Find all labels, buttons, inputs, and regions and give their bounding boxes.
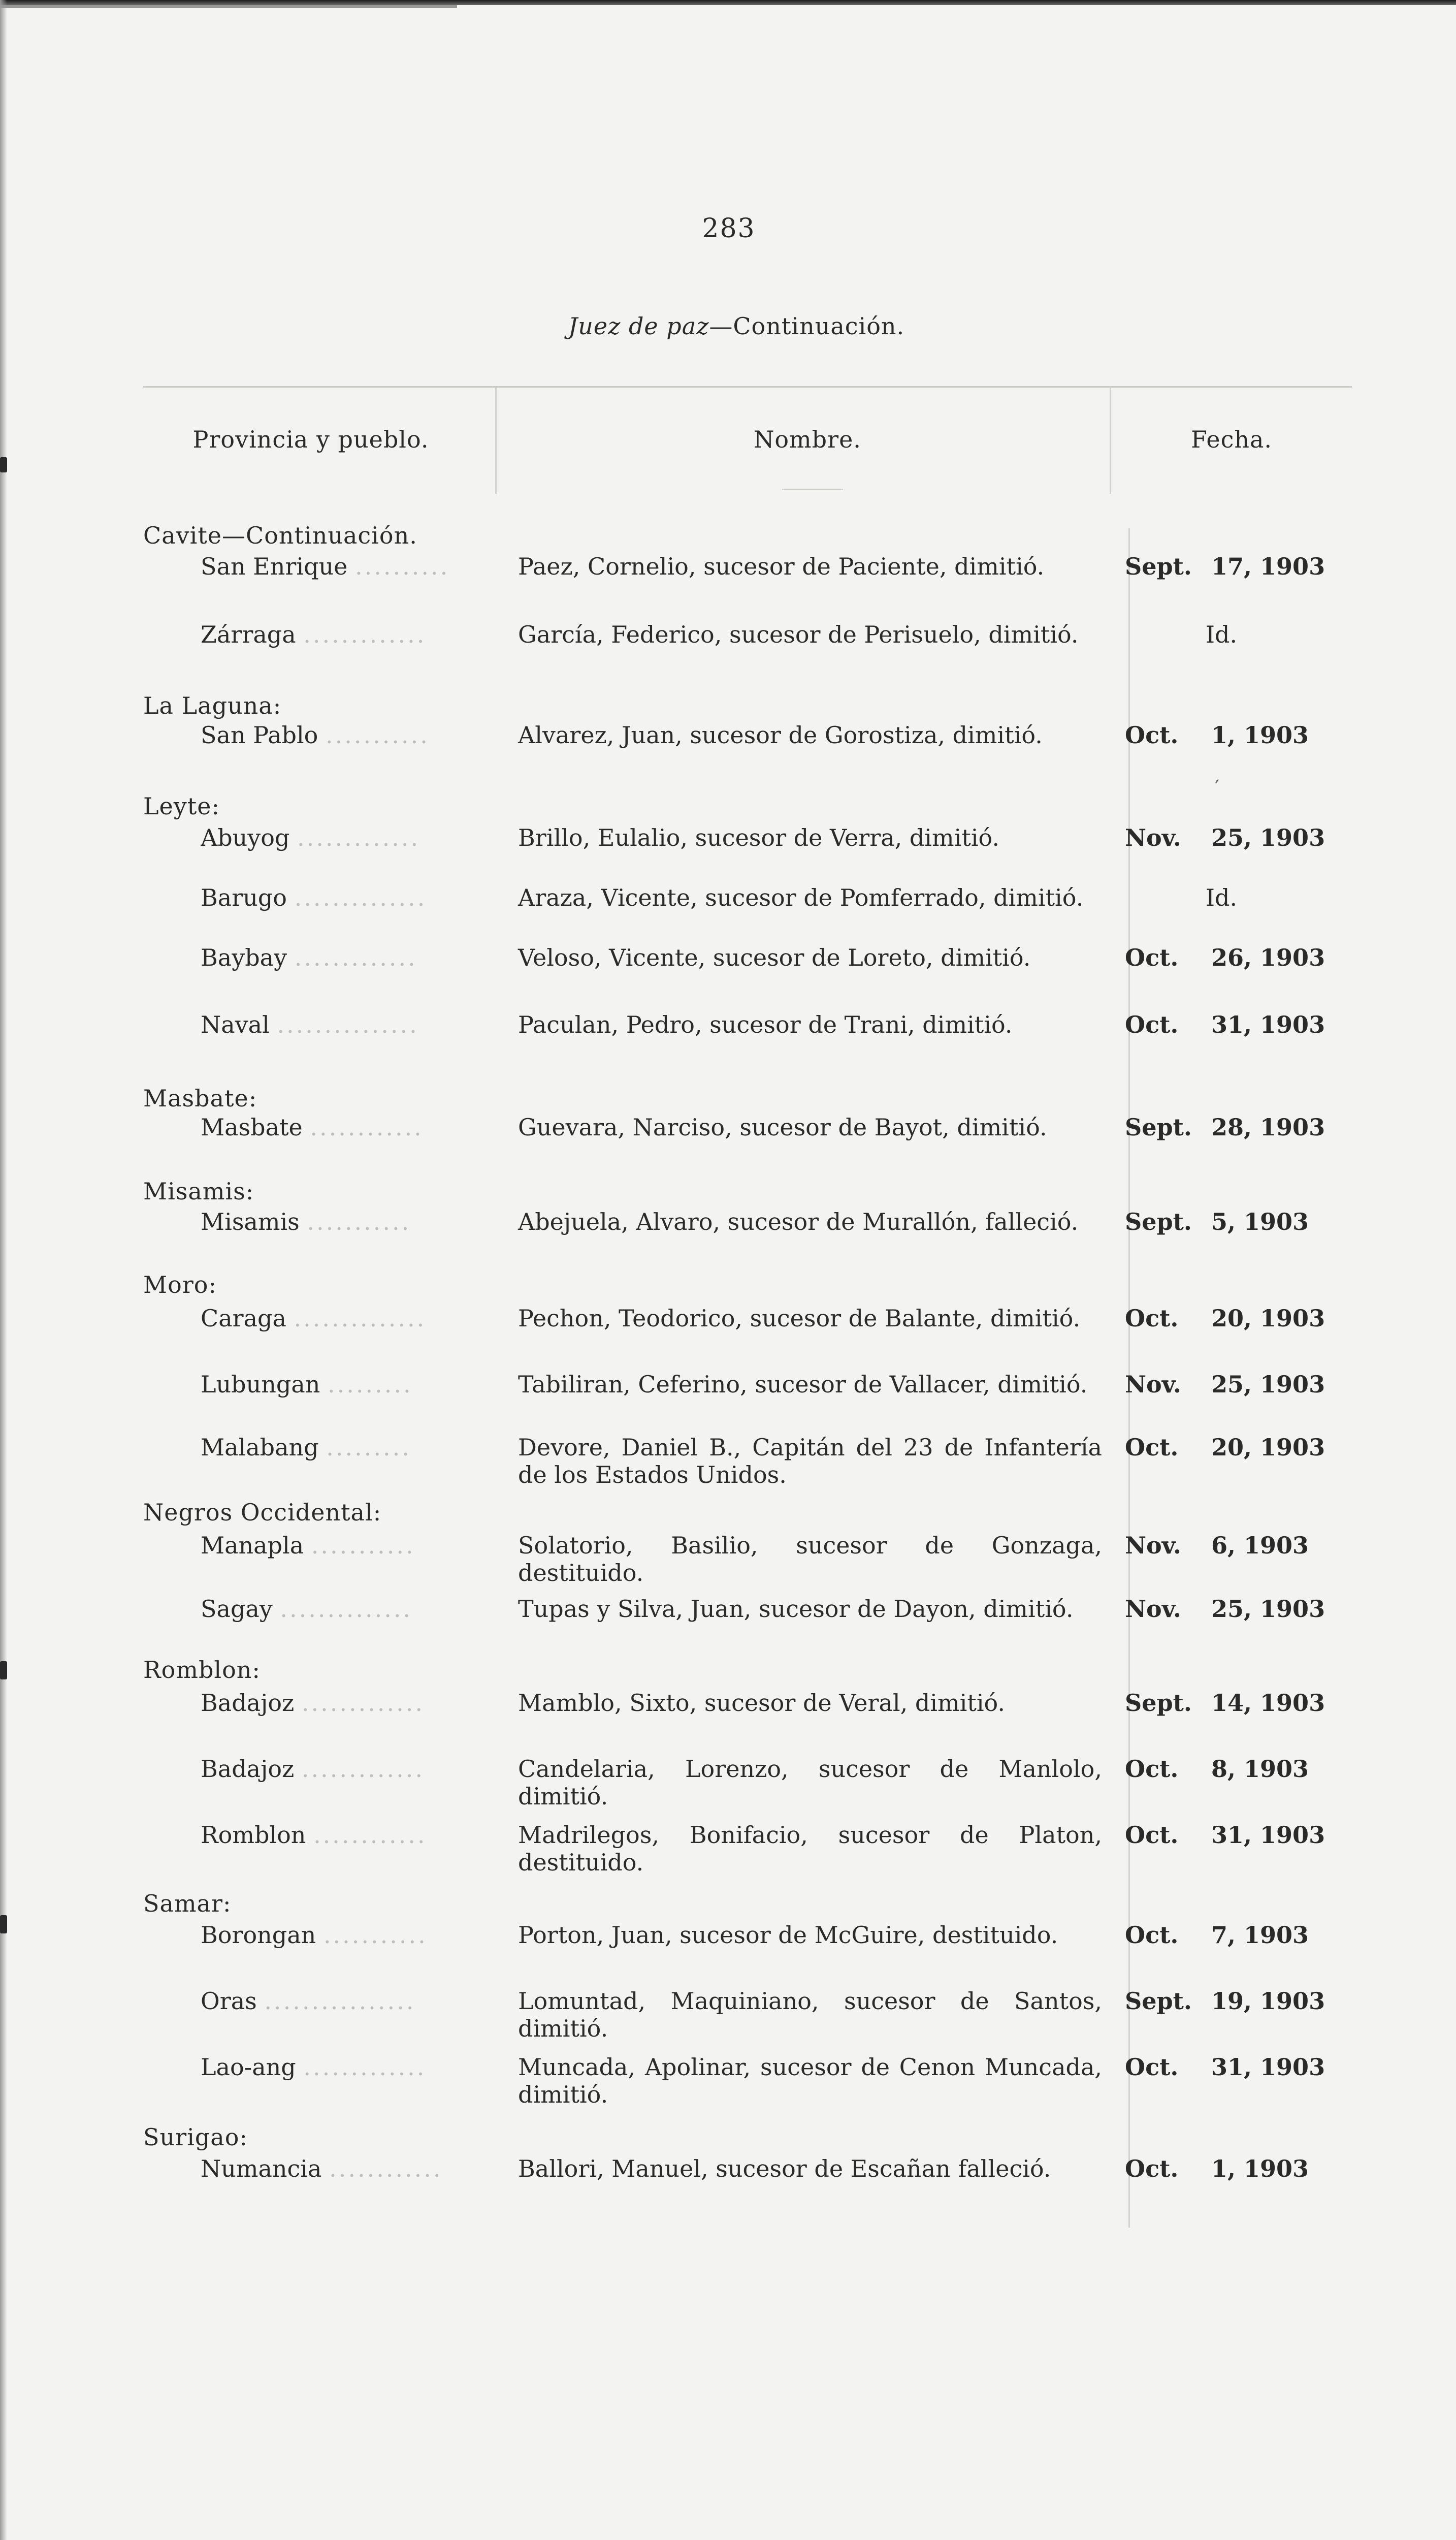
entry-date-ditto: Id.	[1205, 884, 1238, 911]
entry-name: Muncada, Apolinar, sucesor de Cenon Muncada, dimitió.	[518, 2053, 1102, 2108]
scan-edge-top-shadow	[0, 5, 457, 8]
entry-town: Oras ................	[201, 1987, 416, 2015]
entry-town: Lao-ang .............	[201, 2053, 427, 2081]
entry-date: Oct. 20, 1903	[1125, 1305, 1325, 1332]
entry-town: Misamis ...........	[201, 1208, 411, 1235]
province-heading: Cavite—Continuación.	[143, 522, 417, 549]
entry-town: Malabang .........	[201, 1434, 411, 1461]
column-header-name: Nombre.	[754, 426, 861, 453]
entry-date: Oct. 8, 1903	[1125, 1755, 1309, 1783]
entry-name: Lomuntad, Maquiniano, sucesor de Santos, dimitió.	[518, 1987, 1102, 2042]
binding-mark	[0, 1915, 7, 1933]
entry-date: Oct. 7, 1903	[1125, 1921, 1309, 1949]
entry-name: Mamblo, Sixto, sucesor de Veral, dimitió.	[518, 1689, 1006, 1717]
entry-date: Oct. 1, 1903	[1125, 721, 1309, 749]
entry-date: Oct. 31, 1903	[1125, 1821, 1325, 1849]
entry-name: Brillo, Eulalio, sucesor de Verra, dimitió.	[518, 824, 1000, 851]
entry-name: Tupas y Silva, Juan, sucesor de Dayon, dimitió.	[518, 1595, 1074, 1623]
entry-name: Paculan, Pedro, sucesor de Trani, dimitió.	[518, 1011, 1013, 1038]
entry-date: Oct. 26, 1903	[1125, 944, 1325, 971]
entry-name: Ballori, Manuel, sucesor de Escañan falleció.	[518, 2155, 1051, 2182]
entry-town: Badajoz .............	[201, 1755, 425, 1783]
province-heading: Moro:	[143, 1271, 217, 1298]
entry-town: Naval ...............	[201, 1011, 419, 1038]
entry-name: Paez, Cornelio, sucesor de Paciente, dimitió.	[518, 553, 1045, 580]
entry-name: Madrilegos, Bonifacio, sucesor de Platon, destituido.	[518, 1821, 1102, 1876]
column-divider-date	[1110, 387, 1111, 494]
province-heading: Negros Occidental:	[143, 1499, 382, 1526]
province-heading: Leyte:	[143, 792, 220, 820]
entry-town: San Pablo ...........	[201, 721, 430, 749]
entry-date: Oct. 31, 1903	[1125, 2053, 1325, 2081]
entry-name: Araza, Vicente, sucesor de Pomferrado, dimitió.	[518, 884, 1084, 911]
scan-edge-top	[0, 0, 1456, 5]
running-head-italic: Juez de paz	[568, 312, 709, 340]
entry-name: Alvarez, Juan, sucesor de Gorostiza, dimitió.	[518, 721, 1043, 749]
column-header-date: Fecha.	[1190, 426, 1273, 453]
province-heading: Misamis:	[143, 1178, 254, 1205]
entry-date: Nov. 6, 1903	[1125, 1532, 1309, 1559]
column-divider-province	[495, 387, 497, 494]
column-header-province: Provincia y pueblo.	[192, 426, 429, 453]
entry-date: Sept. 17, 1903	[1125, 553, 1325, 580]
entry-date: Nov. 25, 1903	[1125, 1595, 1325, 1623]
entry-town: San Enrique ..........	[201, 553, 450, 580]
entry-name: García, Federico, sucesor de Perisuelo, dimitió.	[518, 621, 1079, 648]
entry-date: Sept. 5, 1903	[1125, 1208, 1309, 1235]
province-heading: La Laguna:	[143, 692, 282, 719]
entry-date: Nov. 25, 1903	[1125, 1371, 1325, 1398]
entry-town: Masbate ............	[201, 1114, 424, 1141]
entry-name: Solatorio, Basilio, sucesor de Gonzaga, destituido.	[518, 1532, 1102, 1586]
entry-town: Lubungan .........	[201, 1371, 413, 1398]
entry-town: Sagay ..............	[201, 1595, 413, 1623]
entry-town: Abuyog .............	[201, 824, 420, 851]
entry-name: Guevara, Narciso, sucesor de Bayot, dimitió.	[518, 1114, 1047, 1141]
scan-edge-left	[0, 0, 7, 2540]
entry-town: Romblon ............	[201, 1821, 427, 1849]
province-heading: Surigao:	[143, 2123, 248, 2151]
province-heading: Masbate:	[143, 1085, 257, 1112]
entry-date: Nov. 25, 1903	[1125, 824, 1325, 851]
entry-town: Zárraga .............	[201, 621, 427, 648]
entry-date-ditto: Id.	[1205, 621, 1238, 648]
entry-town: Numancia ............	[201, 2155, 443, 2182]
entry-name: Devore, Daniel B., Capitán del 23 de Infantería de los Estados Unidos.	[518, 1434, 1102, 1488]
entry-date: Sept. 19, 1903	[1125, 1987, 1325, 2015]
binding-mark	[0, 1661, 7, 1679]
header-underline	[782, 489, 843, 490]
entry-date: Oct. 1, 1903	[1125, 2155, 1309, 2182]
entry-name: Candelaria, Lorenzo, sucesor de Manlolo, dimitió.	[518, 1755, 1102, 1810]
running-head-rest: —Continuación.	[709, 312, 905, 340]
page-number: 283	[702, 213, 756, 244]
entry-town: Manapla ...........	[201, 1532, 415, 1559]
binding-mark	[0, 457, 7, 472]
entry-name: Porton, Juan, sucesor de McGuire, destituido.	[518, 1921, 1058, 1949]
table-top-rule	[143, 386, 1352, 388]
entry-date: Oct. 31, 1903	[1125, 1011, 1325, 1038]
entry-town: Borongan ...........	[201, 1921, 428, 1949]
entry-name: Pechon, Teodorico, sucesor de Balante, dimitió.	[518, 1305, 1081, 1332]
entry-name: Abejuela, Alvaro, sucesor de Murallón, falleció.	[518, 1208, 1079, 1235]
entry-town: Caraga ..............	[201, 1305, 427, 1332]
entry-town: Badajoz .............	[201, 1689, 425, 1717]
entry-date: Sept. 14, 1903	[1125, 1689, 1325, 1717]
stray-mark: ′	[1215, 776, 1220, 800]
entry-date: Sept. 28, 1903	[1125, 1114, 1325, 1141]
province-heading: Romblon:	[143, 1656, 261, 1684]
entry-name: Tabiliran, Ceferino, sucesor de Vallacer, dimitió.	[518, 1371, 1088, 1398]
entry-name: Veloso, Vicente, sucesor de Loreto, dimitió.	[518, 944, 1031, 971]
entry-town: Barugo ..............	[201, 884, 427, 911]
running-head	[305, 312, 1168, 340]
entry-town: Baybay .............	[201, 944, 417, 971]
province-heading: Samar:	[143, 1890, 232, 1917]
entry-date: Oct. 20, 1903	[1125, 1434, 1325, 1461]
